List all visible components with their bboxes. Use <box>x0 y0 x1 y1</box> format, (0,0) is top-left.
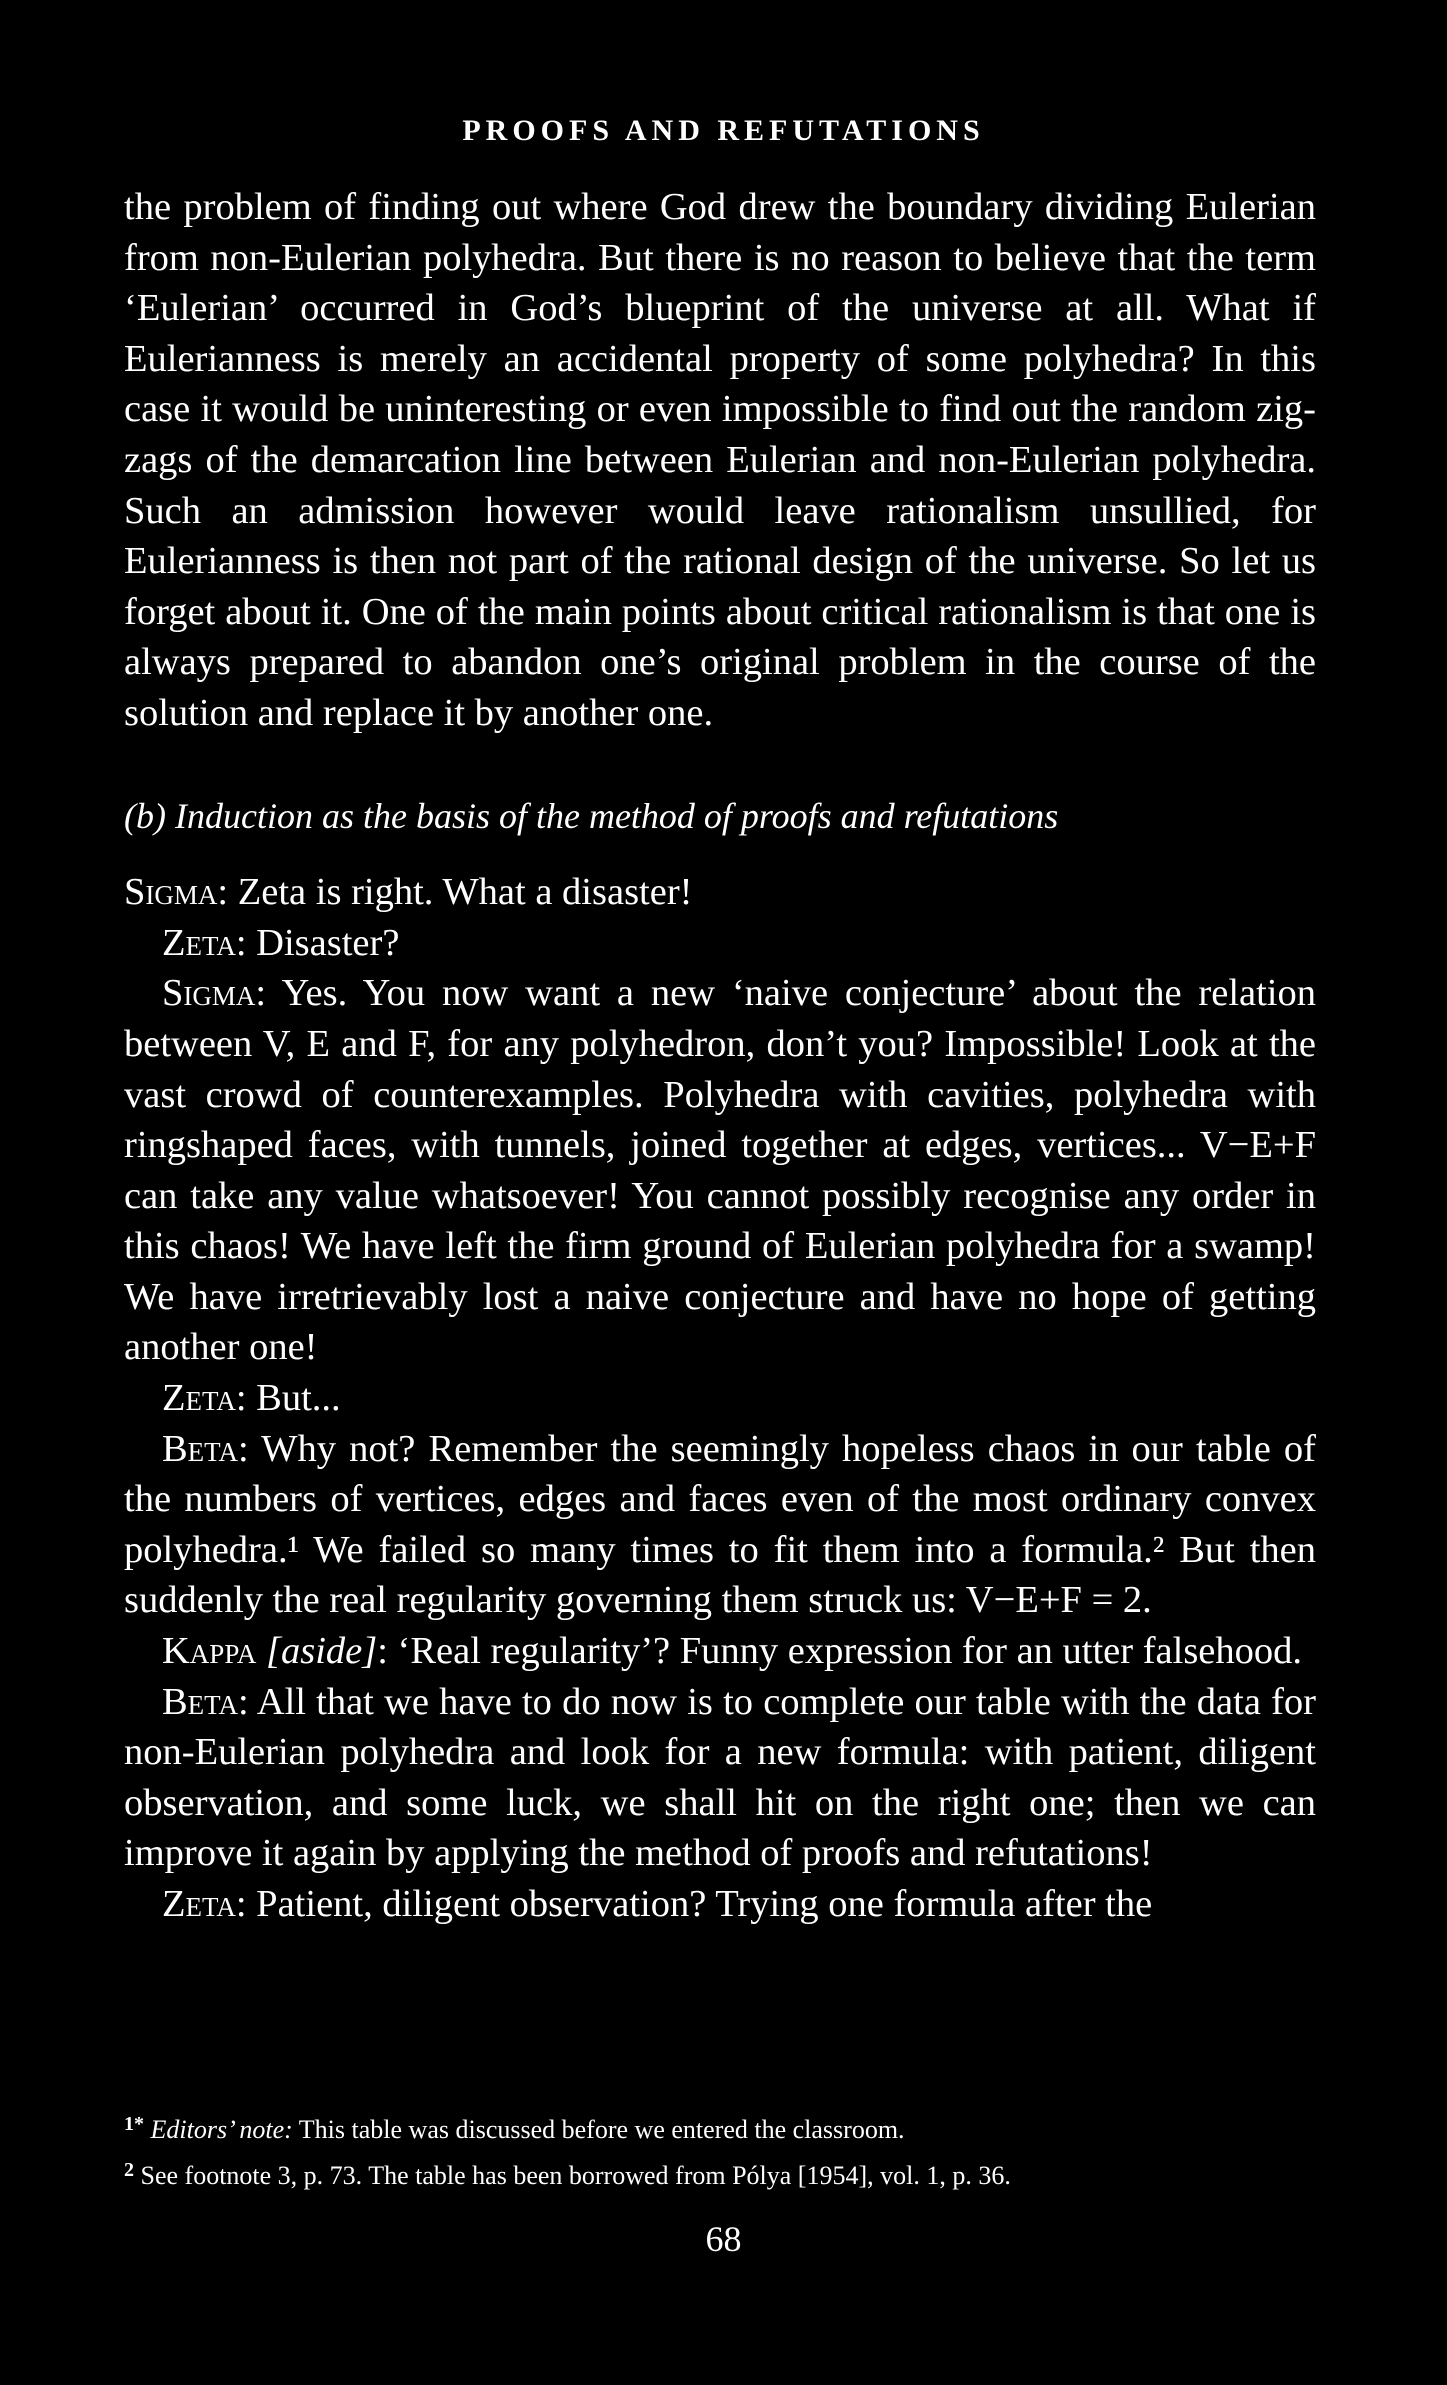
speaker-name: Zeta <box>162 1377 236 1420</box>
speaker-separator: : <box>235 921 257 964</box>
dialogue-line <box>124 968 1316 1373</box>
speaker-name: Sigma <box>124 871 218 914</box>
dialogue-text: Zeta is right. What a disaster! <box>237 871 693 914</box>
speaker-separator: : <box>217 871 238 914</box>
speaker-name: Zeta <box>162 921 236 964</box>
footnote <box>124 2150 1316 2196</box>
dialogue-text: But... <box>256 1377 341 1420</box>
footnote-mark: 1* <box>124 2113 144 2135</box>
footnote-text: See footnote 3, p. 73. The table has been borrowed from Pólya [1954], vol. 1, p. 36. <box>134 2161 1011 2190</box>
footnote-mark: 2 <box>124 2159 134 2181</box>
speaker-name: Beta <box>162 1680 239 1723</box>
speaker-separator: : <box>238 1680 257 1723</box>
dialogue-text: All that we have to do now is to complete our table with the data for non-Eulerian polyhedra and look for a new formula: with patient, diligent observation, and some luck, we shall hit on the right one; then we can improve it again by applying the method of proofs and refutations! <box>124 1680 1316 1875</box>
dialogue-line <box>124 1424 1316 1626</box>
footnote <box>124 2104 1316 2150</box>
footnote-label: Editors’ note: <box>150 2115 293 2144</box>
dialogue-line <box>124 1677 1316 1879</box>
speaker-name: Kappa <box>162 1630 257 1673</box>
dialogue-line <box>124 1879 1316 1930</box>
dialogue-text: Patient, diligent observation? Trying one formula after the <box>256 1883 1153 1925</box>
section-heading: (b) Induction as the basis of the method of proofs and refutations <box>124 795 1059 836</box>
dialogue-text: ‘Real regularity’? Funny expression for an utter falsehood. <box>397 1630 1303 1673</box>
stage-direction: [aside] <box>265 1630 378 1673</box>
dialogue-line <box>124 1626 1316 1677</box>
footnote-text: This table was discussed before we entered the classroom. <box>292 2115 905 2144</box>
dialogue-text: Why not? Remember the seemingly hopeless chaos in our table of the numbers of vertices, edges and faces even of the most ordinary convex polyhedra.¹ We failed so many times to fit them into a formula.² But then suddenly the real regularity governing them struck us: V−E+F = 2. <box>124 1427 1316 1622</box>
speaker-name: Sigma <box>162 972 256 1015</box>
dialogue-text: Yes. You now want a new ‘naive conjecture’ about the relation between V, E and F, for any polyhedron, don’t you? Impossible! Look at the vast crowd of counterexamples. Polyhedra with cavities, polyhedra with ringshaped faces, with tunnels, joined together at edges, vertices... V−E+F can take any value whatsoever! You cannot possibly recognise any order in this chaos! We have left the firm ground of Eulerian polyhedra for a swamp! We have irretrievably lost a naive conjecture and have no hope of getting another one! <box>124 972 1316 1369</box>
speaker-separator: : <box>235 1377 257 1420</box>
page-number: 68 <box>705 2219 742 2259</box>
speaker-name: Zeta <box>162 1883 236 1925</box>
dialogue-text: Disaster? <box>256 921 400 964</box>
body-text <box>124 182 1316 1930</box>
footnotes <box>124 2104 1316 2196</box>
speaker-name: Beta <box>162 1427 239 1470</box>
speaker-separator: : <box>255 972 282 1015</box>
speaker-separator: : <box>235 1883 257 1925</box>
dialogue-line <box>124 918 1316 969</box>
intro-paragraph: the problem of finding out where God drew the boundary dividing Eulerian from non-Eulerian polyhedra. But there is no reason to believe that the term ‘Eulerian’ occurred in God’s blueprint of the universe at all. What if Eulerianness is merely an accidental property of some polyhedra? In this case it would be uninteresting or even impossible to find out the random zig-zags of the demarcation line between Eulerian and non-Eulerian polyhedra. Such an admission however would leave rationalism unsullied, for Eulerianness is then not part of the rational design of the universe. So let us forget about it. One of the main points about critical rationalism is that one is always prepared to abandon one’s original problem in the course of the solution and replace it by another one. <box>124 186 1316 734</box>
dialogue-line <box>124 1373 1316 1424</box>
running-head: PROOFS AND REFUTATIONS <box>462 114 985 147</box>
dialogue-line <box>124 867 1316 918</box>
speaker-separator: : <box>377 1630 398 1673</box>
speaker-separator: : <box>238 1427 262 1470</box>
